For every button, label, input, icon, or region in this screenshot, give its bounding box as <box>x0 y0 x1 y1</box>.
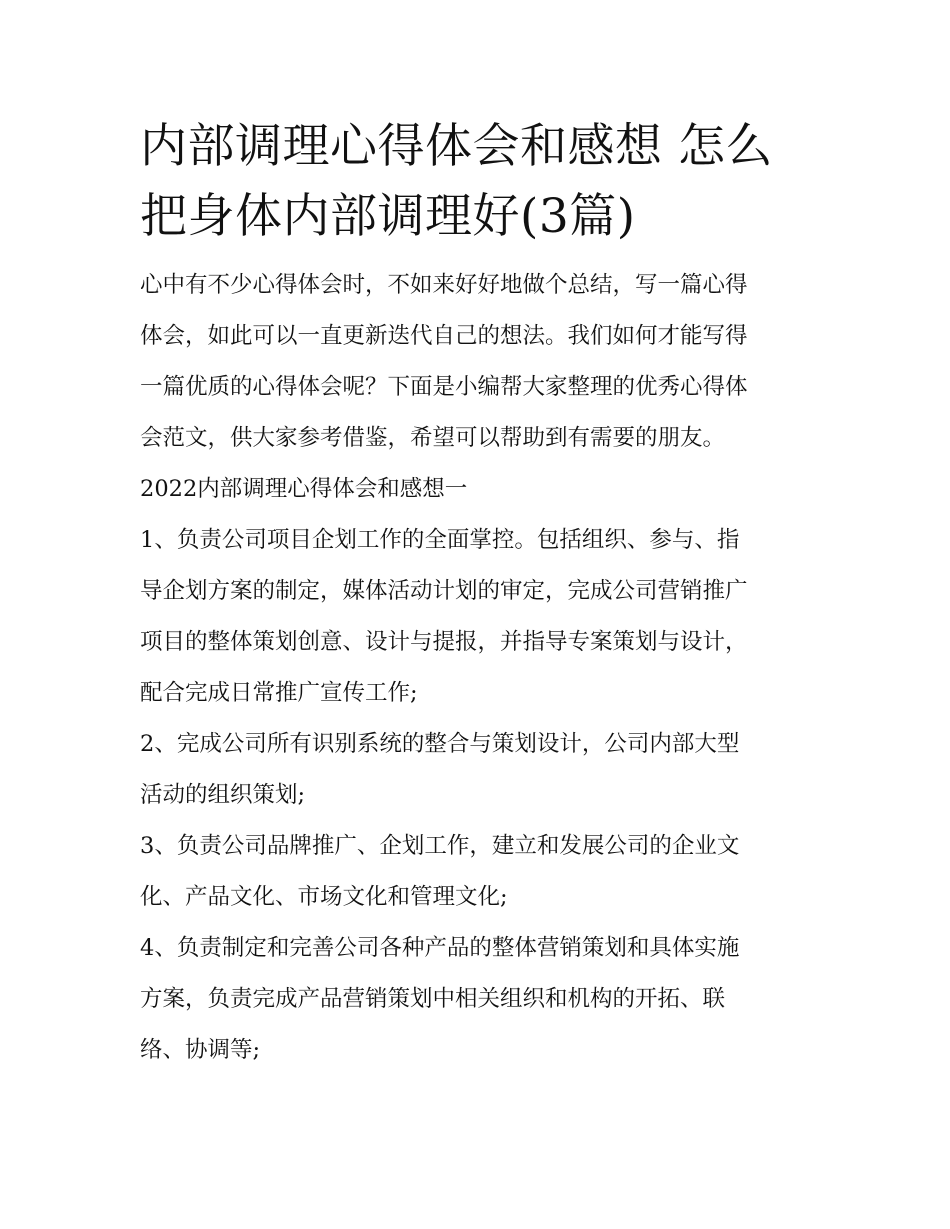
list-item-line: 3、负责公司品牌推广、企划工作，建立和发展公司的企业文 <box>140 833 740 859</box>
title-line: 内部调理心得体会和感想 怎么 <box>140 119 773 174</box>
list-item-line: 络、协调等; <box>140 1037 261 1063</box>
intro-line: 体会，如此可以一直更新迭代自己的想法。我们如何才能写得 <box>140 323 748 349</box>
list-item-line: 方案，负责完成产品营销策划中相关组织和机构的开拓、联 <box>140 986 726 1012</box>
list-item-2 <box>140 719 820 821</box>
list-item-line: 活动的组织策划; <box>140 782 306 808</box>
intro-line: 一篇优质的心得体会呢？下面是小编帮大家整理的优秀心得体 <box>140 374 748 400</box>
list-item-1 <box>140 515 820 719</box>
list-item-line: 1、负责公司项目企划工作的全面掌控。包括组织、参与、指 <box>140 527 740 553</box>
list-item-3 <box>140 821 820 923</box>
list-item-4 <box>140 923 820 1076</box>
document-title <box>140 112 820 252</box>
intro-paragraph <box>140 260 820 464</box>
list-item-line: 配合完成日常推广宣传工作; <box>140 680 418 706</box>
list-item-line: 4、负责制定和完善公司各种产品的整体营销策划和具体实施 <box>140 935 740 961</box>
section-heading: 2022内部调理心得体会和感想一 <box>140 476 468 502</box>
intro-line: 心中有不少心得体会时，不如来好好地做个总结，写一篇心得 <box>140 272 748 298</box>
list-item-line: 导企划方案的制定，媒体活动计划的审定，完成公司营销推广 <box>140 578 748 604</box>
document-page <box>140 112 820 1076</box>
list-item-line: 2、完成公司所有识别系统的整合与策划设计，公司内部大型 <box>140 731 740 757</box>
list-item-line: 项目的整体策划创意、设计与提报，并指导专案策划与设计， <box>140 629 748 655</box>
intro-line: 会范文，供大家参考借鉴，希望可以帮助到有需要的朋友。 <box>140 425 726 451</box>
list-item-line: 化、产品文化、市场文化和管理文化; <box>140 884 508 910</box>
title-line: 把身体内部调理好(3篇) <box>140 189 636 244</box>
